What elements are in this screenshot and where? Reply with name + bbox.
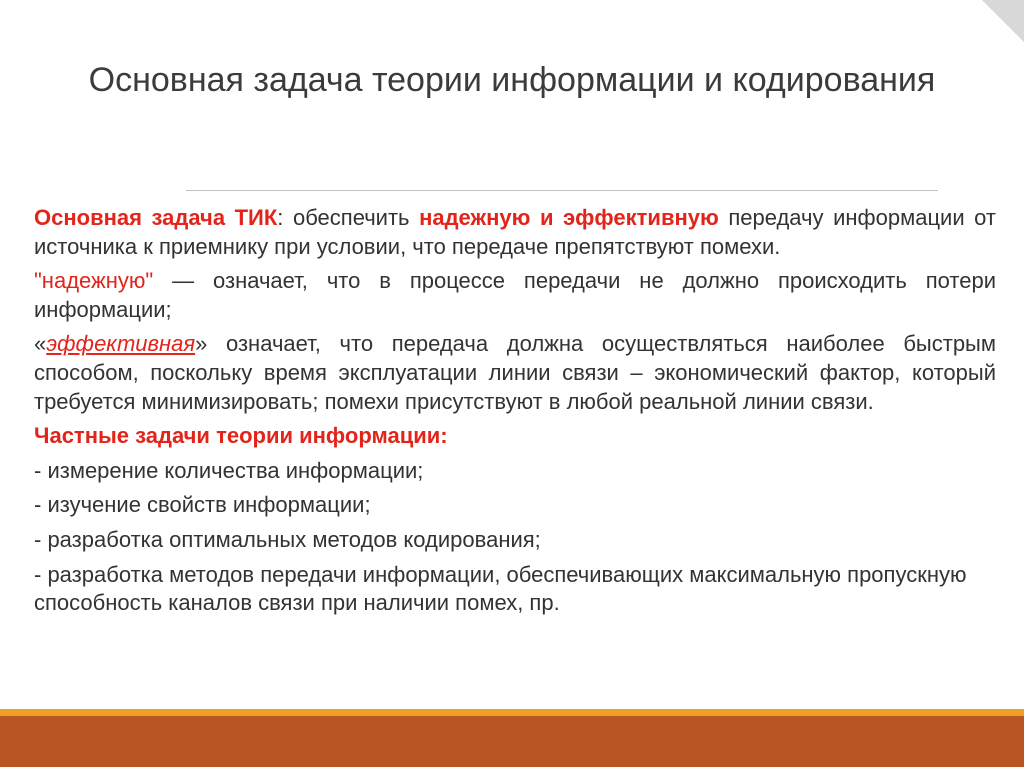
efficient-quote-open: « xyxy=(34,331,47,357)
slide-title: Основная задача теории информации и кодирования xyxy=(88,61,936,99)
efficient-text: » означает, что передача должна осуществляться наиболее быстрым способом, поскольку время эксплуатации линии связи – экономический фактор, который требуется минимизировать; помехи присутствуют в любой реальной линии связи. xyxy=(34,331,996,414)
footer-accent-line xyxy=(0,709,1024,716)
footer-bar xyxy=(0,716,1024,767)
corner-decoration xyxy=(982,0,1024,42)
main-task-term: Основная задача ТИК xyxy=(34,205,278,230)
list-item: - разработка оптимальных методов кодирования; xyxy=(34,526,541,552)
title-divider xyxy=(186,190,938,191)
reliable-term: "надежную" xyxy=(34,268,154,294)
reliable-text: — означает, что в процессе передачи не должно происходить потери информации; xyxy=(34,268,996,322)
list-item: - измерение количества информации; xyxy=(34,457,424,483)
tasks-heading-text: Частные задачи теории информации: xyxy=(34,423,448,449)
main-task-text-1: : обеспечить xyxy=(277,205,420,230)
slide-body xyxy=(34,204,996,624)
main-task-text-2: передачу информации от источника к приемнику при условии, что передаче препятствуют помехи. xyxy=(34,205,997,259)
main-task-emphasis: надежную и эффективную xyxy=(419,205,719,230)
tasks-heading xyxy=(34,422,996,451)
reliable-paragraph xyxy=(34,267,996,324)
list-item: - разработка методов передачи информации, обеспечивающих максимальную пропускную способность каналов связи при наличии помех, пр. xyxy=(34,561,967,616)
efficient-paragraph xyxy=(34,330,996,416)
list-item: - изучение свойств информации; xyxy=(34,492,371,518)
main-task-paragraph xyxy=(34,204,996,261)
efficient-term: эффективная xyxy=(46,331,196,357)
